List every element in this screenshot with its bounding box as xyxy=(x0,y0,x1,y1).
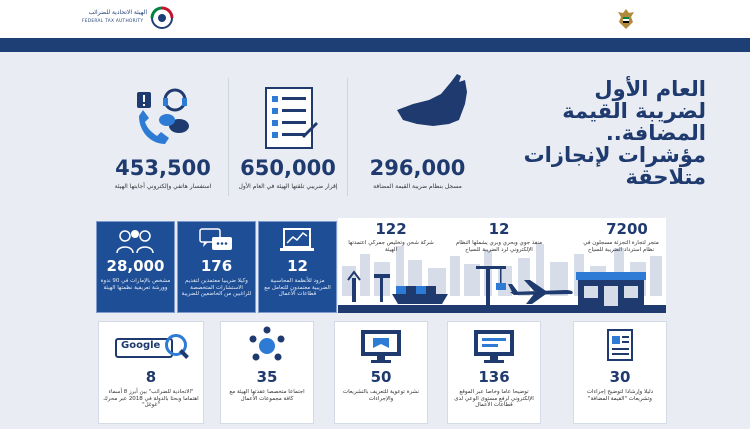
ground-line xyxy=(338,305,666,313)
tile-value: 12 xyxy=(287,257,308,275)
logistics-value: 7200 xyxy=(606,220,648,238)
airplane-icon xyxy=(506,278,576,304)
logistics-caption: منفذ جوي وبحري وبري يشملها النظام الإلكتروني لرد الضريبة للسياح xyxy=(455,240,543,253)
crane-icon xyxy=(472,262,508,306)
divider xyxy=(347,78,348,196)
title-line-1: العام الأول xyxy=(594,77,706,101)
stat-value: 35 xyxy=(256,368,278,386)
laptop-chart-icon xyxy=(279,227,315,255)
call-center-icon xyxy=(133,86,193,146)
blue-bar xyxy=(0,38,750,52)
blue-tile xyxy=(258,221,337,313)
tile-caption: وكيلا ضريبيا معتمدين لتقديم الاستشارات المتخصصة للراغبين من الخاضعين للضريبة xyxy=(181,278,252,298)
uae-emblem-icon xyxy=(617,8,635,30)
infographic-title xyxy=(488,78,706,188)
people-group-icon xyxy=(115,227,155,255)
stat-caption: نشرة توعوية للتعريف بالتشريعات والإجراءات xyxy=(342,389,420,402)
document-icon xyxy=(602,328,638,362)
stat-value: 30 xyxy=(609,368,631,386)
header xyxy=(0,0,750,38)
stat-caption: توضيحا عاما وخاصا عبر الموقع الإلكتروني لرفع مستوى الوعي لدى قطاعات الأعمال xyxy=(454,389,534,409)
logistics-panel xyxy=(338,218,666,313)
checklist-icon xyxy=(262,86,318,152)
cargo-ship-icon xyxy=(344,268,454,306)
logistics-value: 122 xyxy=(375,220,407,238)
tile-caption: مشخص بالإمارات في 90 ندوة وورشة تعريفية نظمتها الهيئة xyxy=(100,278,171,291)
logo-text-arabic: الهيئة الاتحادية للضرائب xyxy=(88,9,147,16)
stat-value: 50 xyxy=(370,368,392,386)
tile-value: 28,000 xyxy=(106,257,165,275)
stat-caption: دليلا وإرشادا لتوضيح إجراءات وتشريعات "القيمة المضافة" xyxy=(586,389,654,402)
uae-map-icon xyxy=(395,70,475,128)
stat-caption: اجتماعا متخصصا عقدتها الهيئة مع كافة مجموعات الأعمال xyxy=(229,389,305,402)
shop-icon xyxy=(574,268,648,306)
monitor-icon xyxy=(359,328,403,364)
blue-tile xyxy=(96,221,175,313)
stat-value: 296,000 xyxy=(369,156,466,180)
stat-value: 650,000 xyxy=(240,156,336,180)
title-line-4: مؤشرات لإنجازات xyxy=(523,143,706,167)
stat-caption: مسجل بنظام ضريبة القيمة المضافة xyxy=(373,183,462,190)
magnifier-handle xyxy=(179,349,189,359)
stat-card xyxy=(220,321,314,424)
monitor-icon xyxy=(472,328,516,364)
logistics-caption: شركة شحن وتخليص جمركي اعتمدتها الهيئة xyxy=(348,240,434,253)
chat-bubbles-icon xyxy=(198,227,234,255)
logistics-value: 12 xyxy=(488,220,510,238)
stat-caption: استفسار هاتفي وإلكتروني أجابتها الهيئة xyxy=(114,183,212,190)
stat-card xyxy=(334,321,428,424)
stat-value: 136 xyxy=(478,368,510,386)
stat-value: 453,500 xyxy=(115,156,211,180)
blue-tile xyxy=(177,221,256,313)
fta-logo xyxy=(150,6,174,30)
stat-caption: "الاتحادية للضرائب" بين أبرز 8 أسماء اهتماما وبحثا بالدولة في 2018 عبر محرك "غوغل" xyxy=(103,389,199,409)
stat-card xyxy=(98,321,204,424)
title-line-5: متلاحقة xyxy=(625,165,706,189)
tile-caption: مزود للأنظمة المحاسبية الضريبية معتمدون للتعامل مع قطاعات الأعمال xyxy=(264,278,331,298)
meeting-icon xyxy=(247,326,287,366)
search-word: Google xyxy=(121,340,161,351)
stat-value: 8 xyxy=(145,368,157,386)
stat-caption: إقرار ضريبي تلقتها الهيئة في العام الأول xyxy=(238,183,338,190)
stat-card xyxy=(447,321,541,424)
google-search-icon xyxy=(113,334,191,364)
logistics-caption: متجر لتجارة التجزئة مسجلون في نظام استرداد الضريبة للسياح xyxy=(583,240,659,253)
stat-card xyxy=(573,321,667,424)
title-line-3: المضافة.. xyxy=(605,121,706,145)
logo-text-english: FEDERAL TAX AUTHORITY xyxy=(82,19,144,24)
tile-value: 176 xyxy=(200,257,233,275)
title-line-2: لضريبة القيمة xyxy=(562,99,706,123)
